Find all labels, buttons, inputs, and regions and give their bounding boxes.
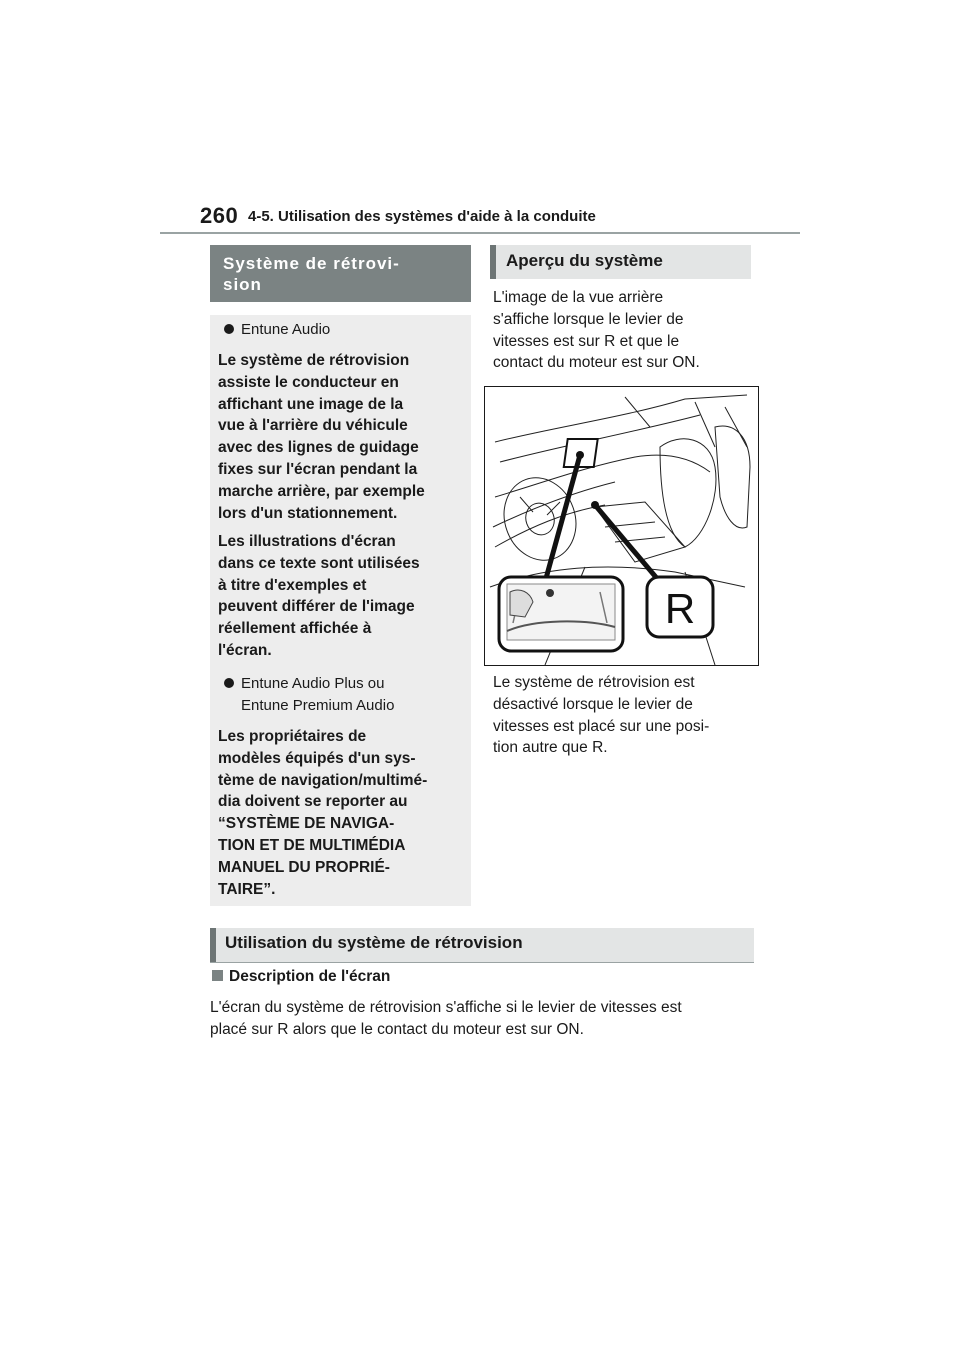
bullet-dot-icon	[224, 324, 234, 334]
chapter-title: 4-5. Utilisation des systèmes d'aide à la conduite	[248, 208, 596, 225]
sidebar-paragraph-intro: Le système de rétrovision assiste le conducteur en affichant une image de la vue à l'arrière du véhicule avec des lignes de guidage fixes sur l'écran pendant la marche arrière, par exemple lors d'un stationnement.	[218, 352, 425, 522]
bullet-entune-audio	[224, 319, 330, 341]
deactivation-paragraph: Le système de rétrovision est désactivé lorsque le levier de vitesses est placé sur une posi- tion autre que R.	[493, 674, 710, 757]
subheading-screen-description	[212, 968, 390, 986]
heading-text: Aperçu du système	[506, 251, 663, 270]
heading-accent-bar	[210, 928, 216, 962]
heading-text: Utilisation du système de rétrovision	[225, 933, 523, 952]
bullet-entune-audio-plus	[224, 673, 384, 695]
car-interior-icon	[485, 387, 758, 665]
heading-underline	[210, 962, 754, 963]
page-number: 260	[200, 203, 239, 228]
subheading-text: Description de l'écran	[229, 968, 391, 985]
sidebar-paragraph-illustrations: Les illustrations d'écran dans ce texte sont utilisées à titre d'exemples et peuvent différer de l'image réellement affichée à l'écran.	[218, 533, 420, 659]
sidebar-paragraph-owners: Les propriétaires de modèles équipés d'un sys- tème de navigation/multimé- dia doivent se reporter au “SYSTÈME DE NAVIGA- TION ET DE MULTIMÉDIA MANUEL DU PROPRIÉ- TAIRE”.	[218, 728, 428, 898]
square-bullet-icon	[212, 970, 223, 981]
usage-paragraph: L'écran du système de rétrovision s'affiche si le levier de vitesses est placé sur R alors que le contact du moteur est sur ON.	[210, 999, 682, 1038]
gear-r-label: R	[664, 585, 696, 632]
header-divider	[160, 232, 800, 234]
section-heading-usage	[210, 928, 754, 962]
bullet-continuation: Entune Premium Audio	[241, 697, 395, 714]
rear-view-illustration	[484, 386, 759, 666]
bullet-label: Entune Audio Plus ou	[241, 675, 385, 692]
heading-accent-bar	[490, 245, 496, 279]
section-heading-overview	[490, 245, 751, 279]
overview-paragraph: L'image de la vue arrière s'affiche lorsque le levier de vitesses est sur R et que le contact du moteur est sur ON.	[493, 289, 700, 372]
sidebar-panel	[210, 245, 471, 906]
bullet-dot-icon	[224, 678, 234, 688]
sidebar-title-gap	[210, 302, 471, 315]
sidebar-title: Système de rétrovi- sion	[210, 245, 471, 302]
bullet-label: Entune Audio	[241, 321, 331, 338]
